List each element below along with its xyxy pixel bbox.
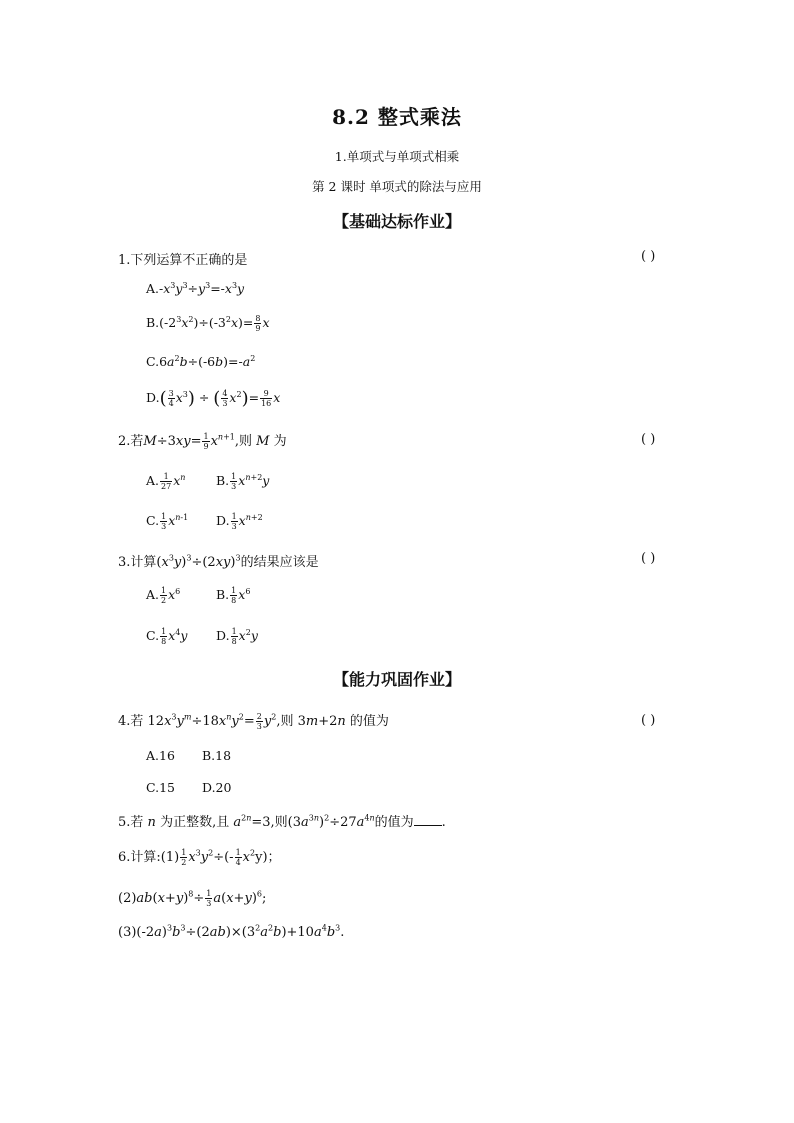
q1-option-b[interactable]: $B.(-2^3x^2)\div(-3^2x)=$ $\frac{8}{9}$ x	[146, 314, 270, 333]
q4-option-a[interactable]: A.16	[146, 748, 175, 763]
q2-option-b[interactable]: B. $\frac{1}{3}$ $x^{n+2}y$	[216, 472, 270, 491]
q2-option-c[interactable]: C. $\frac{1}{3}$ $x^{n-1}$	[146, 512, 189, 531]
question-3-stem: 3.计算$(x^3y)^3\div(2xy)^3$的结果应该是	[118, 553, 319, 570]
question-4-stem: 4.若 $12x^3y^m\div 18x^ny^2=$ $\frac{2}{3}$ $y^2$,则 3m+2n 的值为	[118, 712, 389, 731]
question-2-stem: 2.若M÷3xy= $\frac{1}{9}$ $x^{n+1}$,则 M 为	[118, 432, 287, 451]
q3-option-d[interactable]: D. $\frac{1}{8}$ $x^2y$	[216, 627, 258, 646]
q1-option-a[interactable]: $A.-x^3y^3\div y^3=-x^3y$	[146, 280, 245, 296]
section-basic: 【基础达标作业】	[332, 212, 461, 231]
q3-option-b[interactable]: B. $\frac{1}{8}$ $x^6$	[216, 586, 251, 605]
answer-paren-3: ( )	[641, 551, 656, 566]
q1-option-d[interactable]: D.( $\frac{3}{4}$ $x^3$) ÷ ( $\frac{4}{3}$ $x^2)=$ $\frac{9}{16}$ x	[146, 388, 281, 409]
question-6-part-3: $(3)(-2a)^3b^3\div(2ab)\times(3^2a^2b)+10a^4b^3$.	[118, 923, 345, 940]
subtitle-lesson: 1.单项式与单项式相乘	[334, 149, 460, 164]
question-6-stem: 6.计算:(1) $\frac{1}{2}$ $x^3y^2\div(-$ $\frac{1}{4}$ $x^2y$)；	[118, 848, 281, 867]
q4-option-c[interactable]: C.15	[146, 780, 175, 795]
answer-blank[interactable]	[414, 815, 442, 826]
page-title: 8.2 整式乘法	[332, 105, 462, 129]
q4-option-d[interactable]: D.20	[202, 780, 232, 795]
question-1-stem: 1.下列运算不正确的是	[118, 253, 248, 268]
q3-option-a[interactable]: A. $\frac{1}{2}$ $x^6$	[146, 586, 181, 605]
question-6-part-2: $(2)ab(x+y)^8\div$ $\frac{1}{3}$ $a(x+y)^6$;	[118, 889, 267, 908]
q3-option-c[interactable]: C. $\frac{1}{8}$ $x^4y$	[146, 627, 188, 646]
q4-option-b[interactable]: B.18	[202, 748, 232, 763]
answer-paren-1: ( )	[641, 249, 656, 264]
q2-option-a[interactable]: A. $\frac{1}{27}$ $x^n$	[146, 472, 186, 491]
q1-option-c[interactable]: $C.6a^2b\div(-6b)=-a^2$	[146, 353, 256, 369]
section-ability: 【能力巩固作业】	[332, 670, 461, 689]
question-5-stem: 5.若 n 为正整数,且 $a^{2n}=3$,则$(3a^{3n})^2\div 27a^{4n}$的值为 .	[118, 813, 446, 830]
answer-paren-2: ( )	[641, 432, 656, 447]
subtitle-period: 第 2 课时 单项式的除法与应用	[312, 179, 482, 194]
answer-paren-4: ( )	[641, 713, 656, 728]
q2-option-d[interactable]: D. $\frac{1}{3}$ $x^{n+2}$	[216, 512, 263, 531]
